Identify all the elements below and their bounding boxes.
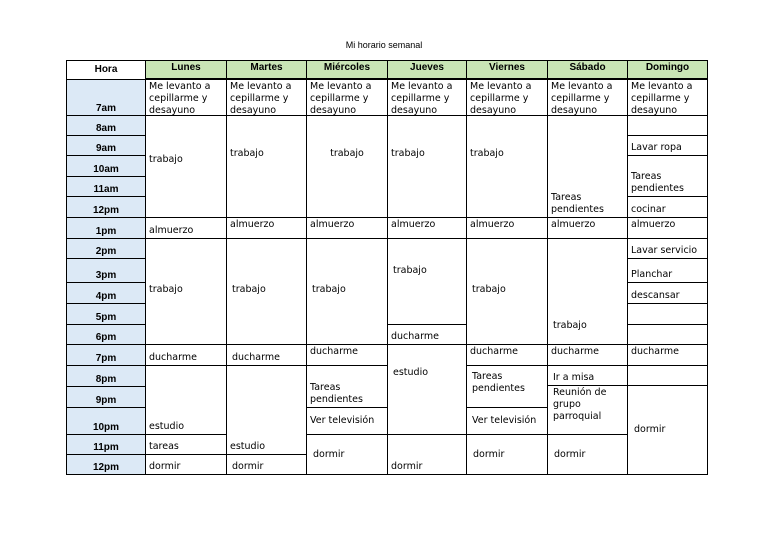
- viernes-trabajo-afternoon: trabajo: [466, 238, 548, 345]
- time-10pm: 10pm: [66, 407, 146, 435]
- time-9am: 9am: [66, 135, 146, 156]
- martes-trabajo-afternoon: trabajo: [226, 238, 307, 345]
- domingo-tareas-pendientes: Tareas pendientes: [627, 155, 708, 197]
- time-11pm: 11pm: [66, 434, 146, 455]
- sabado-trabajo: trabajo: [547, 238, 628, 345]
- martes-ducharme: ducharme: [226, 344, 307, 366]
- martes-trabajo-morning: trabajo: [226, 115, 307, 218]
- miercoles-tareas-pendientes: Tareas pendientes: [306, 365, 388, 408]
- miercoles-ver-television: Ver televisión: [306, 407, 388, 435]
- lunes-estudio: estudio: [145, 365, 227, 435]
- time-7pm: 7pm: [66, 344, 146, 366]
- miercoles-7am-cell: Me levanto a cepillarme y desayuno: [306, 79, 388, 116]
- miercoles-ducharme: ducharme: [306, 344, 388, 366]
- jueves-ducharme: ducharme: [387, 324, 467, 345]
- header-domingo: Domingo: [627, 60, 708, 79]
- time-10am: 10am: [66, 155, 146, 177]
- sabado-ir-a-misa: Ir a misa: [547, 365, 628, 386]
- sabado-ducharme: ducharme: [547, 344, 628, 366]
- header-sabado: Sábado: [547, 60, 628, 79]
- domingo-cocinar: cocinar: [627, 196, 708, 218]
- sabado-7am-cell: Me levanto a cepillarme y desayuno: [547, 79, 628, 116]
- martes-estudio: estudio: [226, 365, 307, 455]
- header-jueves: Jueves: [387, 60, 467, 79]
- jueves-estudio: estudio: [387, 344, 467, 435]
- miercoles-trabajo-afternoon: trabajo: [306, 238, 388, 345]
- time-8pm: 8pm: [66, 365, 146, 387]
- martes-7am-cell: Me levanto a cepillarme y desayuno: [226, 79, 307, 116]
- domingo-lavar-ropa: Lavar ropa: [627, 135, 708, 156]
- time-12pm-night: 12pm: [66, 454, 146, 475]
- martes-almuerzo: almuerzo: [226, 217, 307, 239]
- header-miercoles: Miércoles: [306, 60, 388, 79]
- viernes-ver-television: Ver televisión: [466, 407, 548, 435]
- domingo-descansar: descansar: [627, 282, 708, 304]
- domingo-lavar-servicio: Lavar servicio: [627, 238, 708, 259]
- viernes-trabajo-morning: trabajo: [466, 115, 548, 218]
- domingo-planchar: Planchar: [627, 258, 708, 283]
- time-5pm: 5pm: [66, 303, 146, 325]
- domingo-5pm-empty: [627, 303, 708, 325]
- time-8am: 8am: [66, 115, 146, 136]
- time-2pm: 2pm: [66, 238, 146, 259]
- viernes-tareas-pendientes: Tareas pendientes: [466, 365, 548, 408]
- domingo-6pm-empty: [627, 324, 708, 345]
- lunes-ducharme: ducharme: [145, 344, 227, 366]
- sabado-reunion: Reunión de grupo parroquial: [547, 385, 628, 435]
- miercoles-almuerzo: almuerzo: [306, 217, 388, 239]
- header-hora: Hora: [66, 60, 146, 80]
- time-7am: 7am: [66, 79, 146, 116]
- lunes-trabajo-afternoon: trabajo: [145, 238, 227, 345]
- domingo-8pm-empty: [627, 365, 708, 386]
- time-9pm: 9pm: [66, 386, 146, 408]
- lunes-7am-cell: Me levanto a cepillarme y desayuno: [145, 79, 227, 116]
- viernes-almuerzo: almuerzo: [466, 217, 548, 239]
- jueves-almuerzo: almuerzo: [387, 217, 467, 239]
- miercoles-trabajo-morning: trabajo: [306, 115, 388, 218]
- lunes-dormir: dormir: [145, 454, 227, 475]
- domingo-7am-cell: Me levanto a cepillarme y desayuno: [627, 79, 708, 116]
- domingo-8am-empty: [627, 115, 708, 136]
- header-martes: Martes: [226, 60, 307, 79]
- time-12pm: 12pm: [66, 196, 146, 218]
- page-title: Mi horario semanal: [345, 40, 423, 50]
- domingo-almuerzo: almuerzo: [627, 217, 708, 239]
- viernes-ducharme: ducharme: [466, 344, 548, 366]
- viernes-dormir: dormir: [466, 434, 548, 475]
- lunes-almuerzo: almuerzo: [145, 217, 227, 239]
- time-11am: 11am: [66, 176, 146, 197]
- domingo-dormir: dormir: [627, 385, 708, 475]
- jueves-dormir: dormir: [387, 434, 467, 475]
- jueves-trabajo-afternoon: trabajo: [387, 238, 467, 325]
- time-6pm: 6pm: [66, 324, 146, 345]
- time-3pm: 3pm: [66, 258, 146, 283]
- sabado-tareas-pendientes: Tareas pendientes: [547, 115, 628, 218]
- lunes-tareas: tareas: [145, 434, 227, 455]
- time-1pm: 1pm: [66, 217, 146, 239]
- jueves-7am-cell: Me levanto a cepillarme y desayuno: [387, 79, 467, 116]
- viernes-7am-cell: Me levanto a cepillarme y desayuno: [466, 79, 548, 116]
- jueves-trabajo-morning: trabajo: [387, 115, 467, 218]
- martes-dormir: dormir: [226, 454, 307, 475]
- domingo-ducharme: ducharme: [627, 344, 708, 366]
- miercoles-dormir: dormir: [306, 434, 388, 475]
- lunes-trabajo-morning: trabajo: [145, 115, 227, 218]
- header-lunes: Lunes: [145, 60, 227, 79]
- sabado-dormir: dormir: [547, 434, 628, 475]
- header-viernes: Viernes: [466, 60, 548, 79]
- time-4pm: 4pm: [66, 282, 146, 304]
- sabado-almuerzo: almuerzo: [547, 217, 628, 239]
